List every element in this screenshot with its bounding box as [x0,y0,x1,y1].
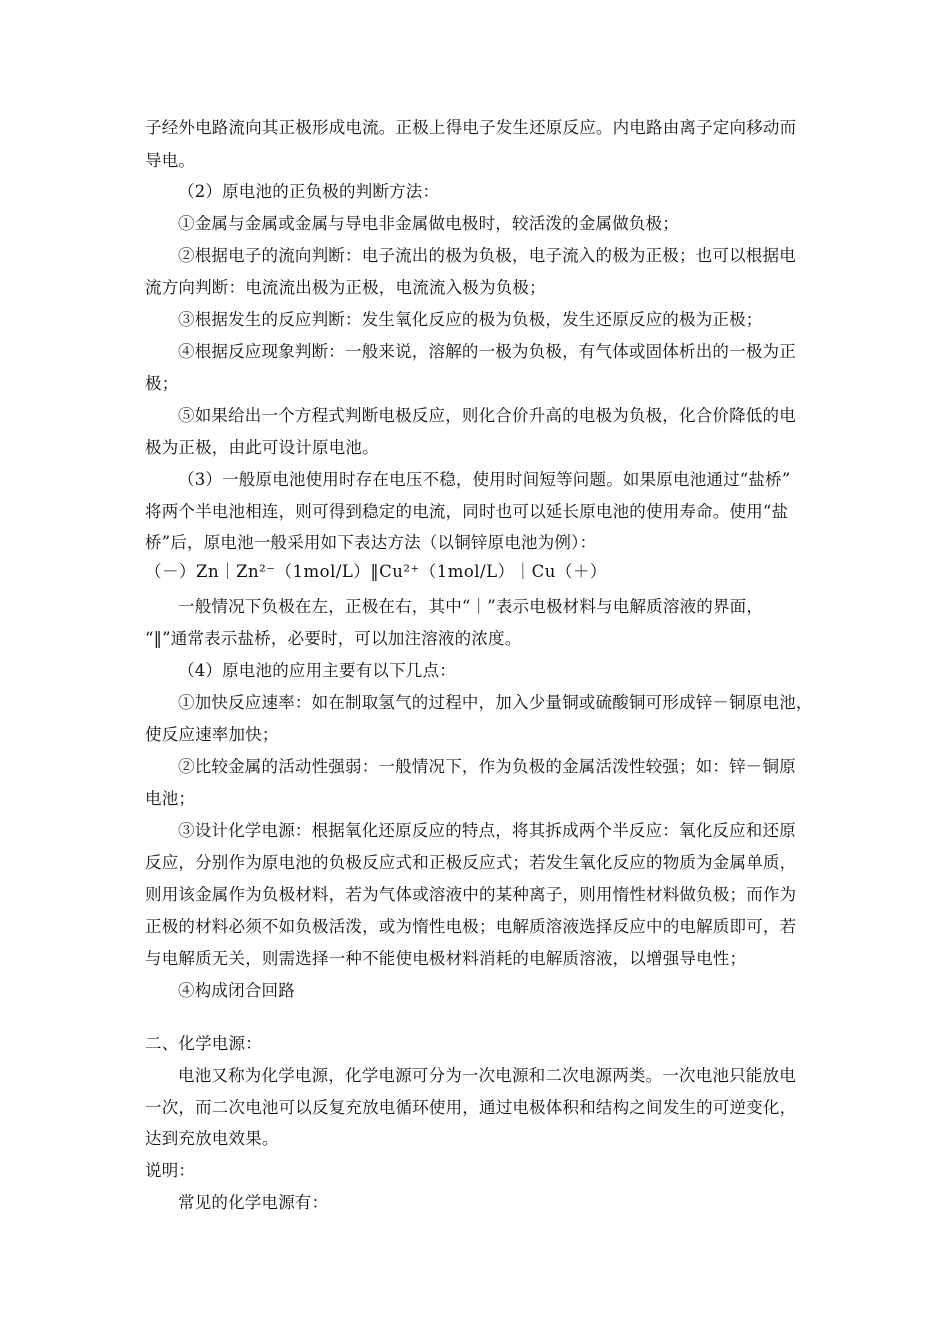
list-item: ③根据发生的反应判断：发生氧化反应的极为负极，发生还原反应的极为正极； [178,310,763,329]
text-line: 正极的材料必须不如负极活泼，或为惰性电极；电解质溶液选择反应中的电解质即可，若 [145,917,797,936]
section-title: 二、化学电源： [145,1034,262,1053]
cell-notation-formula: （－）Zn｜Zn²⁻（1mol/L）‖Cu²⁺（1mol/L）｜Cu（＋） [145,562,607,581]
text-line: 桥”后，原电池一般采用如下表达方法（以铜锌原电池为例）： [145,533,597,552]
text-line: 说明： [145,1161,196,1180]
section-heading: （4）原电池的应用主要有以下几点： [178,661,456,680]
text-line: 一次，而二次电池可以反复充放电循环使用，通过电极体积和结构之间发生的可逆变化， [145,1098,797,1117]
text-line: 则用该金属作为负极材料，若为气体或溶液中的某种离子，则用惰性材料做负极；而作为 [145,885,797,904]
text-line: 导电。 [145,151,196,170]
text-line: 达到充放电效果。 [145,1129,279,1148]
text-line: 电池又称为化学电源，化学电源可分为一次电源和二次电源两类。一次电池只能放电 [178,1066,796,1085]
list-item: ④构成闭合回路 [178,981,295,1000]
list-item: ③设计化学电源：根据氧化还原反应的特点，将其拆成两个半反应：氧化反应和还原 [178,821,796,840]
list-item: ①金属与金属或金属与导电非金属做电极时，较活泼的金属做负极； [178,214,679,233]
section-heading: （2）原电池的正负极的判断方法： [178,182,440,201]
text-line: 子经外电路流向其正极形成电流。正极上得电子发生还原反应。内电路由离子定向移动而 [145,118,797,137]
text-line: 极为正极，由此可设计原电池。 [145,438,379,457]
list-item: ②比较金属的活动性强弱：一般情况下，作为负极的金属活泼性较强；如：锌－铜原 [178,757,796,776]
list-item: ④根据反应现象判断：一般来说，溶解的一极为负极，有气体或固体析出的一极为正 [178,342,796,361]
text-line: 常见的化学电源有： [178,1193,329,1212]
text-line: 电池； [145,789,196,808]
list-item: ①加快反应速率：如在制取氢气的过程中，加入少量铜或硫酸铜可形成锌－铜原电池， [178,693,813,712]
text-line: “‖”通常表示盐桥，必要时，可以加注溶液的浓度。 [145,629,522,648]
text-line: 极； [145,374,179,393]
list-item: ⑤如果给出一个方程式判断电极反应，则化合价升高的电极为负极，化合价降低的电 [178,406,796,425]
text-line: 反应，分别作为原电池的负极反应式和正极反应式；若发生氧化反应的物质为金属单质， [145,853,797,872]
text-line: 一般情况下负极在左，正极在右，其中“｜”表示电极材料与电解质溶液的界面， [178,597,764,616]
section-heading: （3）一般原电池使用时存在电压不稳，使用时间短等问题。如果原电池通过“盐桥” [178,470,791,489]
list-item: ②根据电子的流向判断：电子流出的极为负极，电子流入的极为正极；也可以根据电 [178,246,796,265]
text-line: 与电解质无关，则需选择一种不能使电极材料消耗的电解质溶液，以增强导电性； [145,949,747,968]
text-line: 将两个半电池相连，则可得到稳定的电流，同时也可以延长原电池的使用寿命。使用“盐 [145,502,789,521]
text-line: 流方向判断：电流流出极为正极，电流流入极为负极； [145,278,546,297]
text-line: 使反应速率加快； [145,725,279,744]
